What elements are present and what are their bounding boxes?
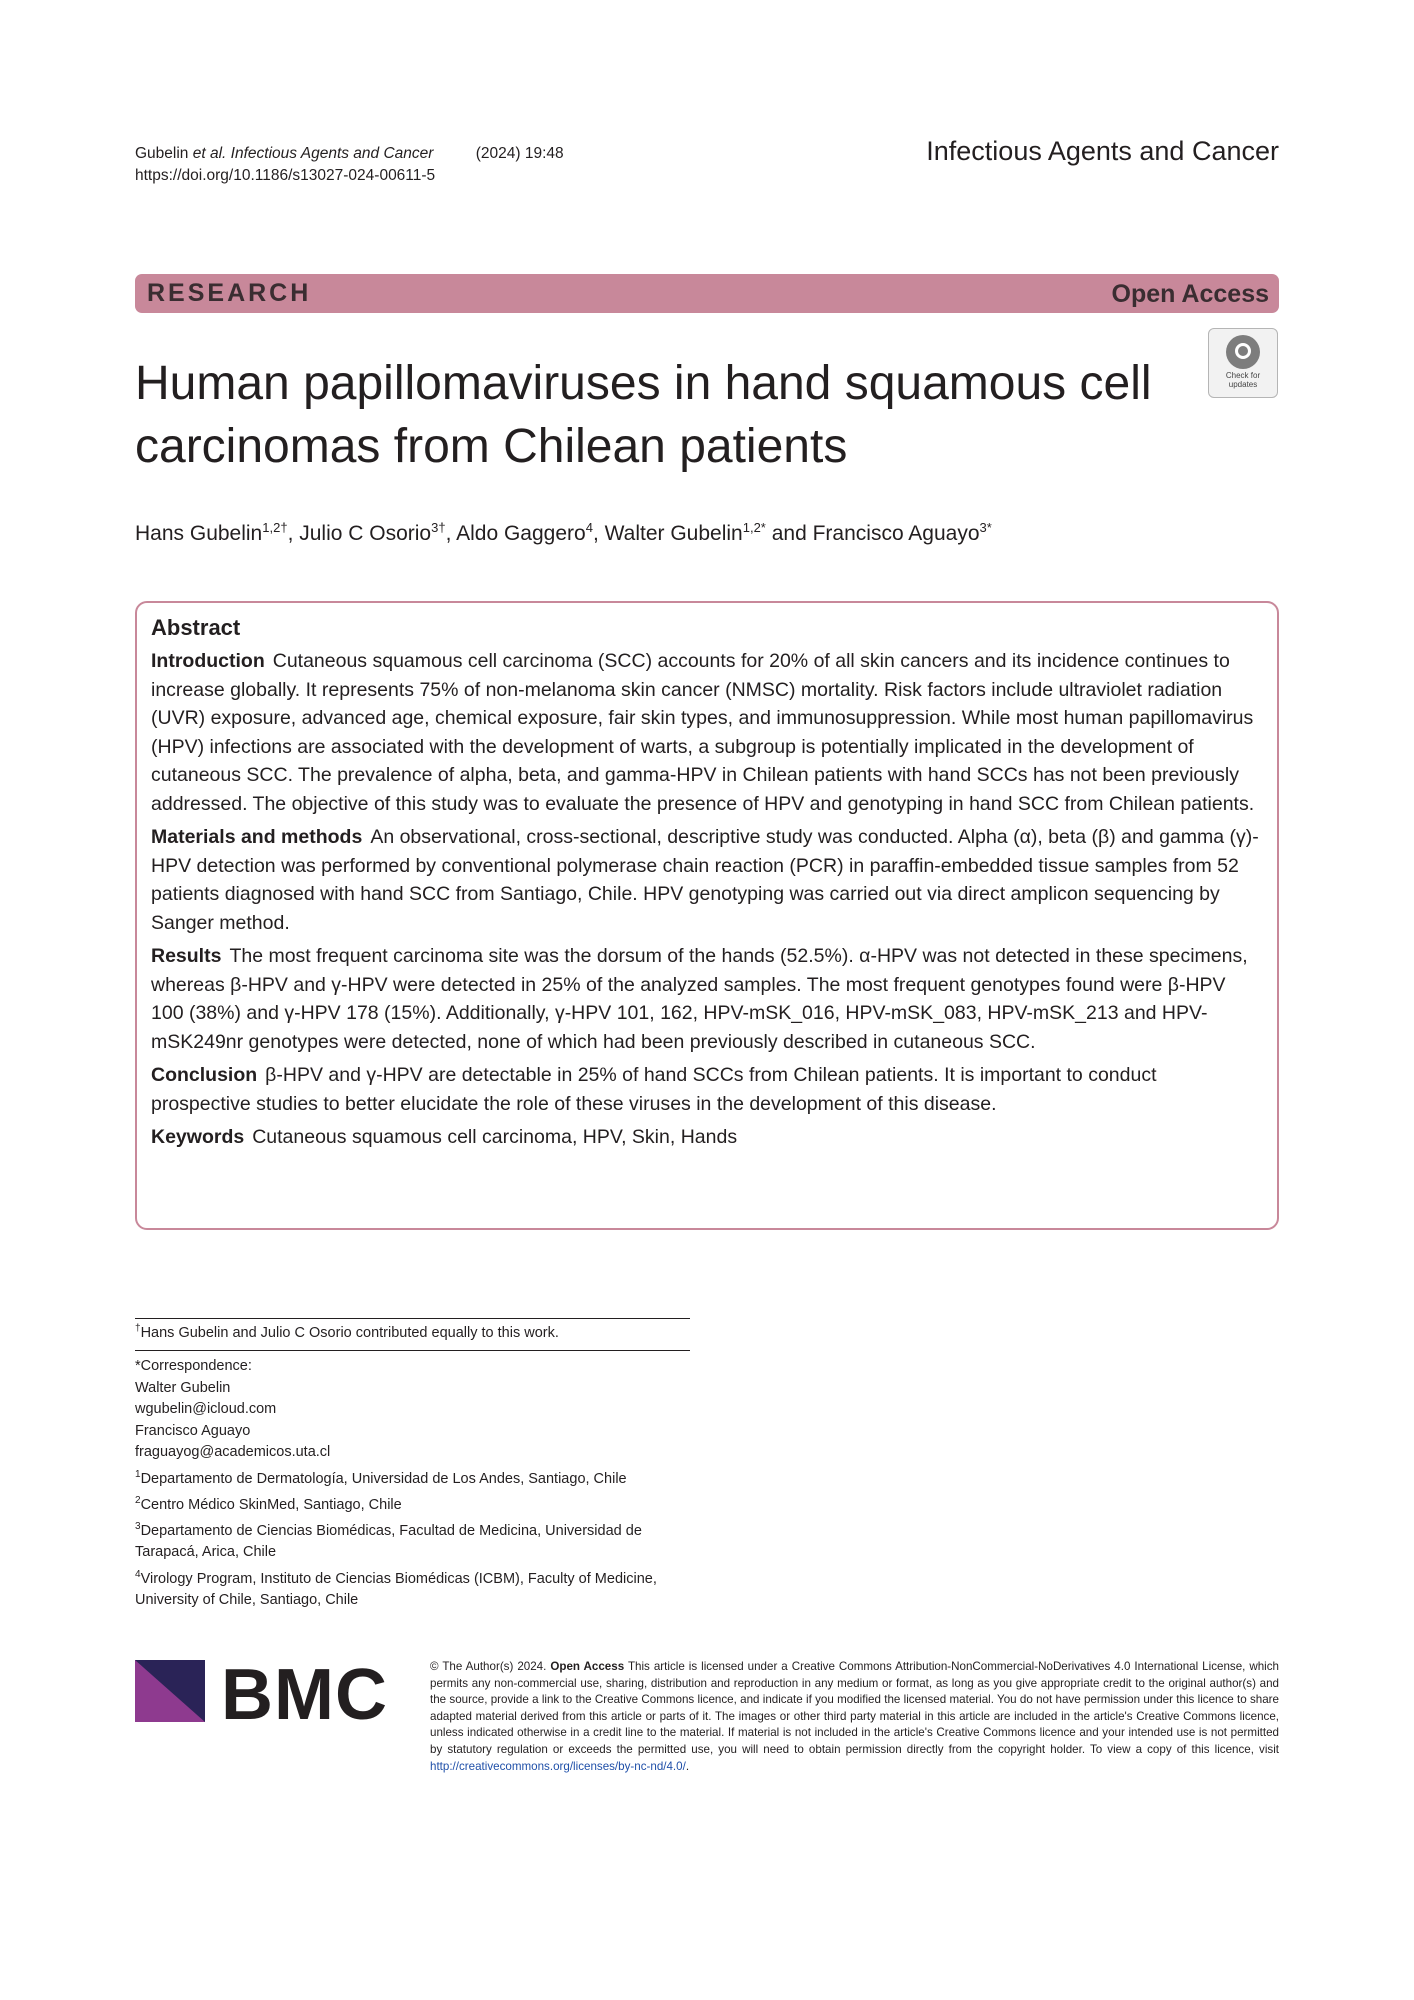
correspondence-block [135, 1356, 695, 1612]
section-label: Keywords [151, 1126, 245, 1148]
author-name[interactable]: Hans Gubelin [135, 522, 263, 545]
check-for-updates-icon [1226, 335, 1260, 369]
equal-contribution-text: Hans Gubelin and Julio C Osorio contributed equally to this work. [140, 1324, 559, 1341]
license-text: This article is licensed under a Creative Commons Attribution-NonCommercial-NoDerivatives 4.0 International License, which permits any non-commercial use, sharing, distribution and reproduction in any medium or format, as long as you give appropriate credit to the original author(s) and the source, provide a link to the Creative Commons licence, and indicate if you modified the licensed material. You do not have permission under this licence to share adapted material derived from this article or parts of it. The images or other third party material in this article are included in the article's Creative Commons licence, unless indicated otherwise in a credit line to the material. If material is not included in the article's Creative Commons licence and your intended use is not permitted by statutory regulation or exceeds the permitted use, you will need to obtain permission directly from the copyright holder. To view a copy of this licence, visit [430, 1660, 1279, 1756]
affiliation-text: Departamento de Dermatología, Universidad de Los Andes, Santiago, Chile [140, 1470, 627, 1487]
author-separator: , [445, 522, 457, 545]
article-title: Human papillomaviruses in hand squamous cell carcinomas from Chilean patients [135, 357, 1152, 473]
author-name[interactable]: Julio C Osorio [299, 522, 432, 545]
article-type-label: RESEARCH [147, 279, 312, 307]
section-text: Cutaneous squamous cell carcinoma, HPV, Skin, Hands [252, 1126, 738, 1148]
license-prefix: © The Author(s) 2024. [430, 1660, 547, 1673]
bmc-logo[interactable] [135, 1655, 395, 1735]
footnote-divider [135, 1350, 690, 1351]
bmc-logo-text: BMC [221, 1655, 388, 1735]
affiliation-number: 2 [135, 1494, 141, 1506]
citation-year-volume: (2024) 19:48 [475, 145, 564, 162]
correspondence-label: *Correspondence: [135, 1358, 252, 1374]
citation-etal: et al. [192, 145, 227, 162]
doi-link[interactable]: https://doi.org/10.1186/s13027-024-00611-5 [135, 167, 436, 184]
author-affiliation-sup: 3* [979, 520, 992, 535]
abstract-heading: Abstract [151, 615, 241, 640]
check-for-updates-label-2: updates [1228, 380, 1258, 389]
license-suffix: . [685, 1759, 690, 1773]
running-header-citation [135, 143, 564, 187]
author-separator: , [592, 522, 605, 545]
affiliation-number: 1 [135, 1468, 141, 1480]
author-affiliation-sup: 1,2† [262, 520, 288, 535]
affiliation [135, 1464, 695, 1490]
author-affiliation-sup: 1,2* [742, 520, 766, 535]
affiliation-number: 4 [135, 1568, 141, 1580]
section-label: Introduction [151, 650, 265, 672]
journal-name: Infectious Agents and Cancer [926, 136, 1279, 166]
license-link[interactable]: http://creativecommons.org/licenses/by-nc-nd/4.0/ [430, 1759, 686, 1773]
citation-journal: Infectious Agents and Cancer [230, 145, 434, 162]
author-name[interactable]: Aldo Gaggero [456, 522, 586, 545]
section-text: The most frequent carcinoma site was the dorsum of the hands (52.5%). α-HPV was not detected in these specimens, whereas β-HPV and γ-HPV were detected in 25% of the analyzed samples. The most frequent genotypes found were β-HPV 100 (38%) and γ-HPV 178 (15%). Additionally, γ-HPV 101, 162, HPV-mSK_016, HPV-mSK_083, HPV-mSK_213 and HPV-mSK249nr genotypes were detected, none of which had been previously described in cutaneous SCC. [151, 945, 1248, 1053]
abstract-box [135, 601, 1279, 1230]
section-label: Materials and methods [151, 826, 363, 848]
author-separator: , [287, 522, 300, 545]
affiliation-text: Virology Program, Instituto de Ciencias Biomédicas (ICBM), Faculty of Medicine, University of Chile, Santiago, Chile [135, 1570, 657, 1609]
license-open-access: Open Access [550, 1660, 625, 1673]
citation-authors: Gubelin [135, 145, 189, 162]
author-separator: and [765, 522, 813, 545]
section-text: An observational, cross-sectional, descriptive study was conducted. Alpha (α), beta (β) and gamma (γ)-HPV detection was performed by conventional polymerase chain reaction (PCR) in paraffin-embedded tissue samples from 52 patients diagnosed with hand SCC from Santiago, Chile. HPV genotyping was carried out via direct amplicon sequencing by Sanger method. [151, 826, 1259, 934]
bmc-logo-mark-icon [135, 1660, 213, 1722]
citation-line [135, 143, 564, 165]
abstract-keywords [151, 1123, 1261, 1152]
author-name[interactable]: Francisco Aguayo [812, 522, 980, 545]
dagger-mark: † [135, 1323, 141, 1334]
check-for-updates-label-1: Check for [1225, 371, 1261, 380]
footnote-divider [135, 1318, 690, 1319]
correspondent-email[interactable]: wgubelin@icloud.com [135, 1401, 277, 1417]
author-affiliation-sup: 4 [585, 520, 593, 535]
author-list [135, 520, 992, 546]
license-statement [430, 1659, 1279, 1775]
section-text: β-HPV and γ-HPV are detectable in 25% of hand SCCs from Chilean patients. It is important to conduct prospective studies to better elucidate the role of these viruses in the development of this disease. [151, 1064, 1157, 1115]
abstract-conclusion [151, 1061, 1261, 1118]
correspondent-name: Walter Gubelin [135, 1379, 231, 1396]
section-text: Cutaneous squamous cell carcinoma (SCC) accounts for 20% of all skin cancers and its incidence continues to increase globally. It represents 75% of non-melanoma skin cancer (NMSC) mortality. Risk factors include ultraviolet radiation (UVR) exposure, advanced age, chemical exposure, fair skin types, and immunosuppression. While most human papillomavirus (HPV) infections are associated with the development of warts, a subgroup is potentially implicated in the development of cutaneous SCC. The prevalence of alpha, beta, and gamma-HPV in Chilean patients with hand SCCs has not been previously addressed. The objective of this study was to evaluate the presence of HPV and genotyping in hand SCC from Chilean patients. [151, 650, 1255, 815]
abstract-results [151, 942, 1261, 1056]
section-label: Results [151, 945, 222, 967]
equal-contribution-note [135, 1323, 559, 1341]
author-name[interactable]: Walter Gubelin [604, 522, 743, 545]
affiliation [135, 1516, 695, 1564]
open-access-label: Open Access [1111, 280, 1269, 308]
affiliation [135, 1564, 695, 1612]
check-for-updates-button[interactable] [1208, 328, 1278, 398]
abstract-introduction [151, 647, 1261, 818]
author-affiliation-sup: 3† [431, 520, 446, 535]
affiliation-text: Departamento de Ciencias Biomédicas, Facultad de Medicina, Universidad de Tarapacá, Arica, Chile [135, 1522, 642, 1561]
article-type-banner [135, 274, 1279, 313]
correspondent-name: Francisco Aguayo [135, 1422, 251, 1439]
affiliation-number: 3 [135, 1521, 141, 1533]
correspondent-email[interactable]: fraguayog@academicos.uta.cl [135, 1444, 331, 1460]
abstract-methods [151, 823, 1261, 937]
affiliation-text: Centro Médico SkinMed, Santiago, Chile [140, 1496, 402, 1513]
affiliation [135, 1490, 695, 1516]
section-label: Conclusion [151, 1064, 258, 1086]
